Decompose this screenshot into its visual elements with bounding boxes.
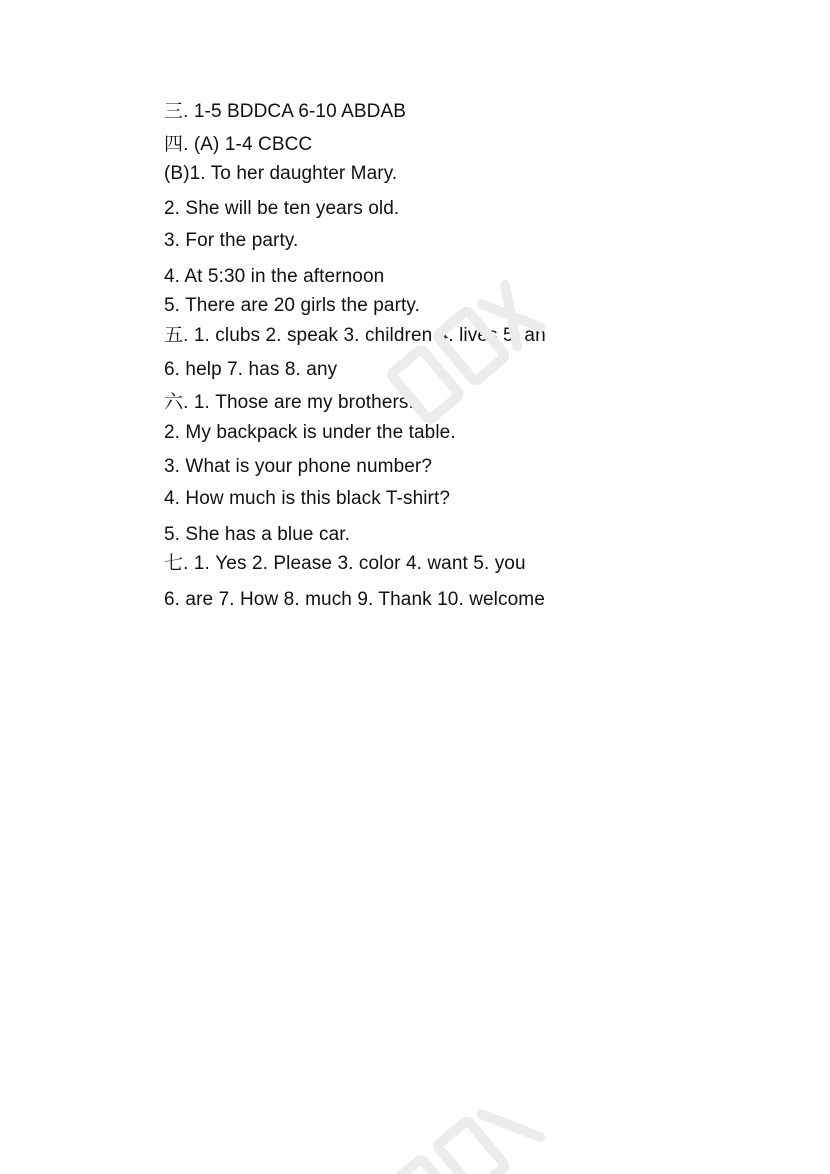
- answer-line-section-6-4: 4. How much is this black T-shirt?: [164, 488, 451, 509]
- answer-line-section-5-2: 6. help 7. has 8. any: [164, 359, 338, 380]
- watermark-stamp-bottom: [370, 1090, 570, 1174]
- answer-line-section-6-1: 六. 1. Those are my brothers.: [164, 392, 414, 413]
- answer-line-section-7-1: 七. 1. Yes 2. Please 3. color 4. want 5. you: [164, 553, 526, 574]
- answer-line-section-6-2: 2. My backpack is under the table.: [164, 422, 456, 443]
- answer-line-section-6-5: 5. She has a blue car.: [164, 524, 350, 545]
- answer-line-section-4b-4: 4. At 5:30 in the afternoon: [164, 266, 385, 287]
- answer-line-section-5-1: 五. 1. clubs 2. speak 3. children 4. lives 5. an: [164, 325, 546, 346]
- answer-line-section-4b-3: 3. For the party.: [164, 230, 299, 251]
- answer-line-section-4b-2: 2. She will be ten years old.: [164, 198, 400, 219]
- answer-line-section-3: 三. 1-5 BDDCA 6-10 ABDAB: [164, 101, 407, 122]
- answer-line-section-7-2: 6. are 7. How 8. much 9. Thank 10. welcome: [164, 589, 545, 610]
- answer-line-section-4a: 四. (A) 1-4 CBCC: [164, 134, 313, 155]
- answer-line-section-6-3: 3. What is your phone number?: [164, 456, 432, 477]
- answer-line-section-4b-5: 5. There are 20 girls the party.: [164, 295, 420, 316]
- answer-line-section-4b-1: (B)1. To her daughter Mary.: [164, 163, 398, 184]
